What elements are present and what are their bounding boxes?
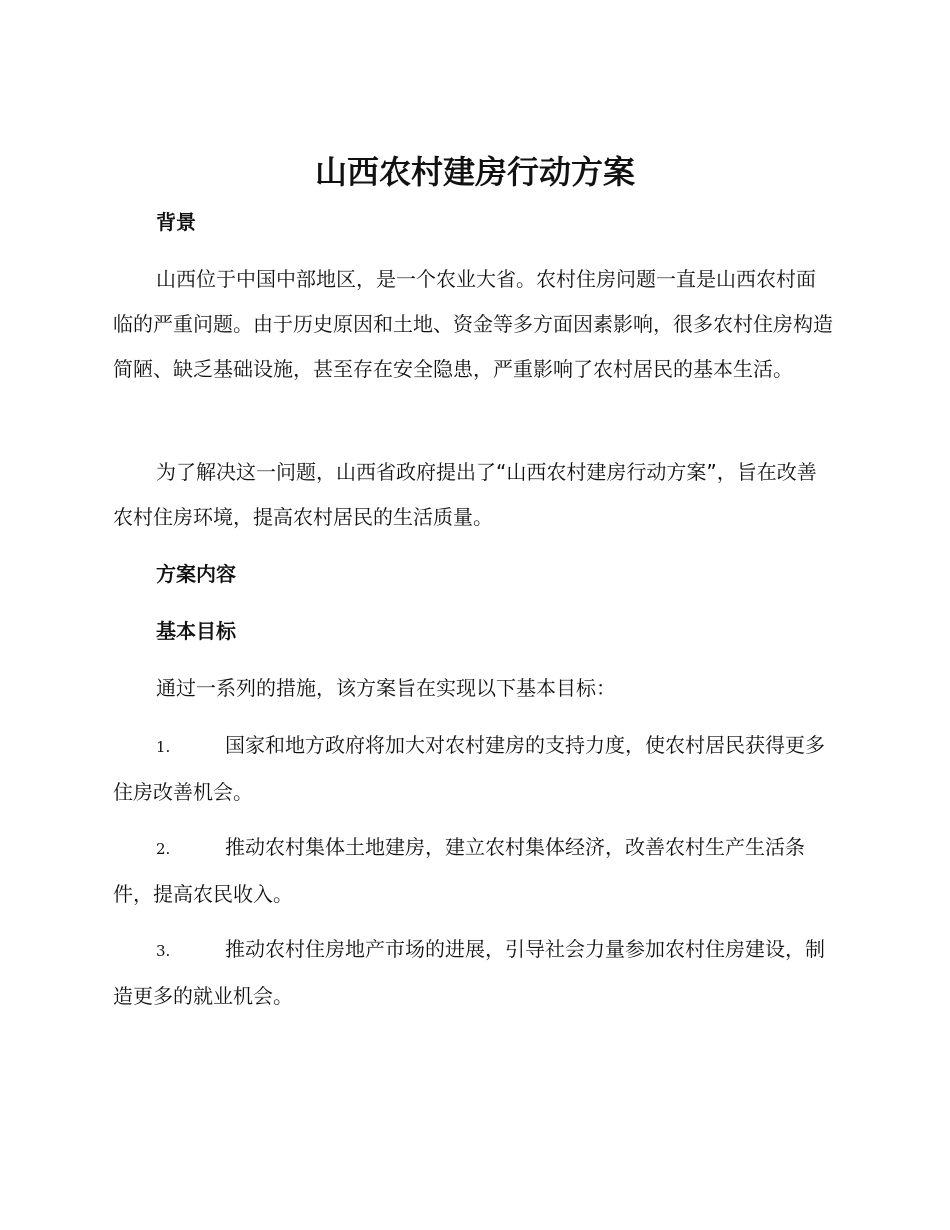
list-item-number: 3. bbox=[156, 942, 171, 960]
list-item bbox=[113, 825, 835, 917]
list-item-text: 国家和地方政府将加大对农村建房的支持力度，使农村居民获得更多住房改善机会。 bbox=[113, 733, 825, 804]
document-title: 山西农村建房行动方案 bbox=[314, 153, 635, 191]
section-heading-content: 方案内容 bbox=[156, 562, 236, 586]
list-item-number: 2. bbox=[156, 840, 171, 858]
section-heading-background: 背景 bbox=[156, 210, 196, 234]
background-paragraph-1: 山西位于中国中部地区，是一个农业大省。农村住房问题一直是山西农村面临的严重问题。由于历史原因和土地、资金等多方面因素影响，很多农村住房构造简陋、缺乏基础设施，甚至存在安全隐患，严重影响了农村居民的基本生活。 bbox=[113, 267, 833, 381]
list-item-text: 推动农村住房地产市场的进展，引导社会力量参加农村住房建设，制造更多的就业机会。 bbox=[113, 937, 825, 1008]
list-item-number: 1. bbox=[156, 738, 171, 756]
section-heading-goals: 基本目标 bbox=[156, 619, 236, 643]
list-item-text: 推动农村集体土地建房，建立农村集体经济，改善农村生产生活条件，提高农民收入。 bbox=[113, 835, 805, 906]
goals-intro-paragraph: 通过一系列的措施，该方案旨在实现以下基本目标： bbox=[156, 676, 616, 700]
list-item bbox=[113, 927, 835, 1019]
background-paragraph-2: 为了解决这一问题，山西省政府提出了“山西农村建房行动方案”，旨在改善农村住房环境，提高农村居民的生活质量。 bbox=[113, 460, 817, 529]
list-item bbox=[113, 723, 835, 815]
